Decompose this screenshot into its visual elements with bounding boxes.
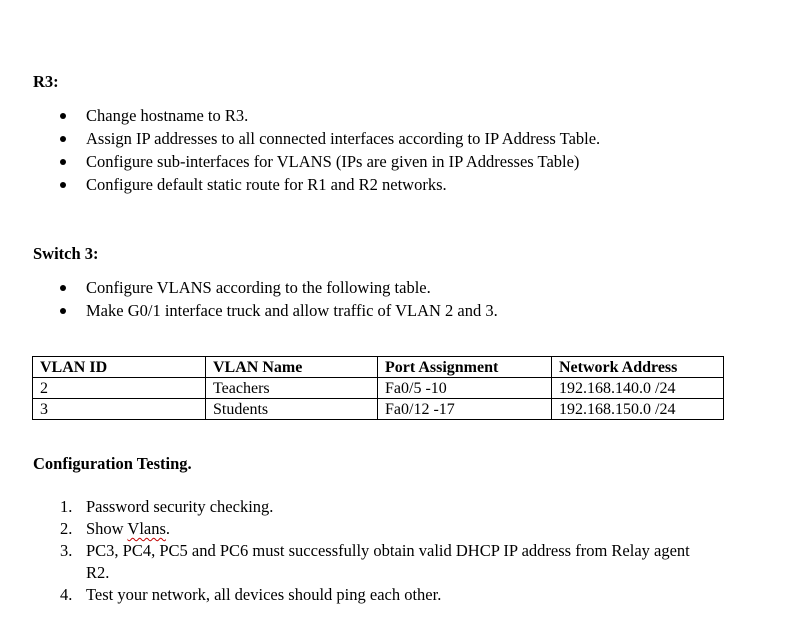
cell-network-address: 192.168.150.0 /24 xyxy=(552,399,724,420)
list-item-text: Test your network, all devices should ping each other. xyxy=(86,585,442,604)
table-row xyxy=(33,378,724,399)
list-item-text-after: . xyxy=(165,519,171,538)
column-header-vlan-id: VLAN ID xyxy=(33,357,206,378)
list-item xyxy=(0,152,600,175)
list-number: 3. xyxy=(60,541,73,560)
list-item-text: PC3, PC4, PC5 and PC6 must successfully obtain valid DHCP IP address from Relay agent R2. xyxy=(86,541,690,582)
list-number: 4. xyxy=(60,585,73,604)
bullet-icon xyxy=(60,308,66,314)
bullet-icon xyxy=(60,136,66,142)
list-item-text: Change hostname to R3. xyxy=(86,106,249,125)
table-header-row xyxy=(33,357,724,378)
bullet-icon xyxy=(60,113,66,119)
list-item xyxy=(0,175,600,198)
list-item xyxy=(0,540,706,584)
cell-vlan-id: 3 xyxy=(33,399,206,420)
cell-port-assignment: Fa0/12 -17 xyxy=(378,399,552,420)
bullet-icon xyxy=(60,182,66,188)
list-item xyxy=(0,129,600,152)
spellcheck-flagged-word: Vlans xyxy=(127,519,166,538)
r3-heading: R3: xyxy=(33,72,59,91)
cell-vlan-name: Teachers xyxy=(206,378,378,399)
column-header-network-address: Network Address xyxy=(552,357,724,378)
column-header-vlan-name: VLAN Name xyxy=(206,357,378,378)
testing-list xyxy=(0,496,706,606)
r3-task-list xyxy=(0,106,600,198)
switch3-heading: Switch 3: xyxy=(33,244,99,263)
list-item-text: Configure VLANS according to the following table. xyxy=(86,278,431,297)
list-number: 2. xyxy=(60,519,73,538)
list-item xyxy=(0,278,498,301)
cell-vlan-id: 2 xyxy=(33,378,206,399)
list-number: 1. xyxy=(60,497,73,516)
column-header-port-assignment: Port Assignment xyxy=(378,357,552,378)
list-item-text-before: Show xyxy=(86,519,128,538)
cell-port-assignment: Fa0/5 -10 xyxy=(378,378,552,399)
bullet-icon xyxy=(60,285,66,291)
list-item-text: Assign IP addresses to all connected interfaces according to IP Address Table. xyxy=(86,129,601,148)
table-row xyxy=(33,399,724,420)
list-item xyxy=(0,106,600,129)
switch3-task-list xyxy=(0,278,498,324)
list-item xyxy=(0,518,706,540)
list-item-text: Configure default static route for R1 and R2 networks. xyxy=(86,175,447,194)
cell-network-address: 192.168.140.0 /24 xyxy=(552,378,724,399)
cell-vlan-name: Students xyxy=(206,399,378,420)
list-item-text: Make G0/1 interface truck and allow traffic of VLAN 2 and 3. xyxy=(86,301,498,320)
list-item xyxy=(0,301,498,324)
list-item xyxy=(0,496,706,518)
list-item xyxy=(0,584,706,606)
list-item-text: Password security checking. xyxy=(86,497,274,516)
list-item-text: Configure sub-interfaces for VLANS (IPs are given in IP Addresses Table) xyxy=(86,152,580,171)
testing-heading: Configuration Testing. xyxy=(33,454,192,473)
vlan-table xyxy=(32,356,724,420)
bullet-icon xyxy=(60,159,66,165)
